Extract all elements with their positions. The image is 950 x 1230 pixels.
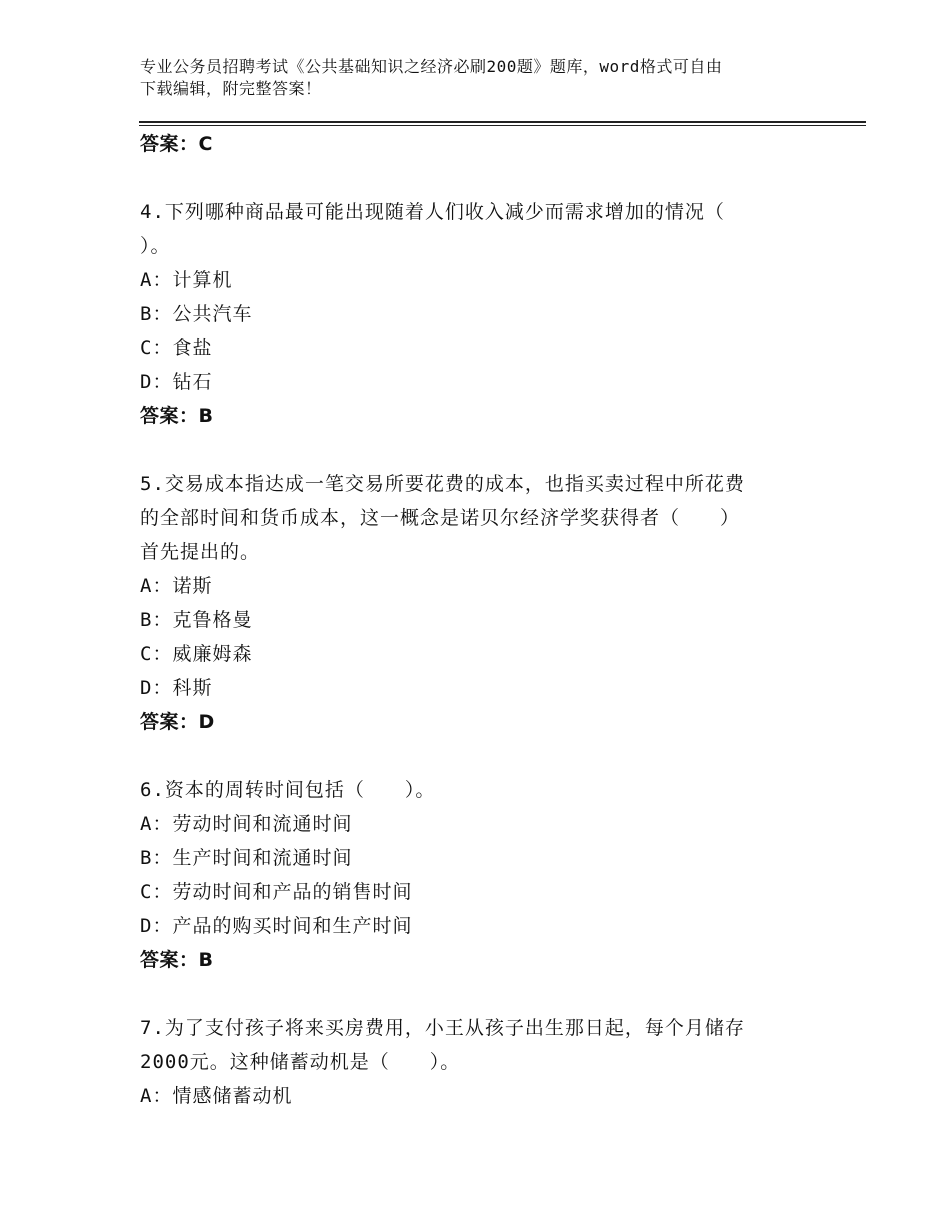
option-a: A：计算机	[140, 269, 233, 291]
question-item	[140, 467, 820, 739]
option-c: C：食盐	[140, 337, 213, 359]
option-d: D：产品的购买时间和生产时间	[140, 915, 413, 937]
question-item	[140, 773, 820, 977]
question-item	[140, 195, 820, 433]
option-c: C：威廉姆森	[140, 643, 253, 665]
answer-line: 答案：D	[140, 711, 215, 733]
option-b: B：公共汽车	[140, 303, 253, 325]
question-text-line: 7.为了支付孩子将来买房费用，小王从孩子出生那日起，每个月储存	[140, 1017, 745, 1039]
header-line-1: 专业公务员招聘考试《公共基础知识之经济必刷200题》题库，word格式可自由	[140, 57, 723, 76]
option-d: D：钻石	[140, 371, 213, 393]
document-header	[140, 56, 820, 100]
answer-line: 答案：B	[140, 405, 214, 427]
question-text-line: 5.交易成本指达成一笔交易所要花费的成本，也指买卖过程中所花费	[140, 473, 745, 495]
option-a: A：情感储蓄动机	[140, 1085, 293, 1107]
answer-line: 答案：C	[140, 133, 213, 155]
header-line-2: 下载编辑，附完整答案！	[140, 79, 322, 98]
question-text-line: 首先提出的。	[140, 541, 261, 563]
option-c: C：劳动时间和产品的销售时间	[140, 881, 413, 903]
question-list	[140, 127, 820, 1113]
option-a: A：劳动时间和流通时间	[140, 813, 353, 835]
option-a: A：诺斯	[140, 575, 213, 597]
option-b: B：克鲁格曼	[140, 609, 253, 631]
question-item	[140, 1011, 820, 1113]
option-d: D：科斯	[140, 677, 213, 699]
question-text-line: 2000元。这种储蓄动机是（ ）。	[140, 1051, 461, 1073]
question-text-line: 4.下列哪种商品最可能出现随着人们收入减少而需求增加的情况（	[140, 201, 725, 223]
answer-line: 答案：B	[140, 949, 214, 971]
question-text-line: 6.资本的周转时间包括（ ）。	[140, 779, 436, 801]
question-text-line: 的全部时间和货币成本，这一概念是诺贝尔经济学奖获得者（ ）	[140, 507, 741, 529]
header-rule-thin	[139, 125, 866, 126]
header-rule-thick	[139, 121, 866, 123]
question-text-line: ）。	[140, 235, 171, 257]
option-b: B：生产时间和流通时间	[140, 847, 353, 869]
